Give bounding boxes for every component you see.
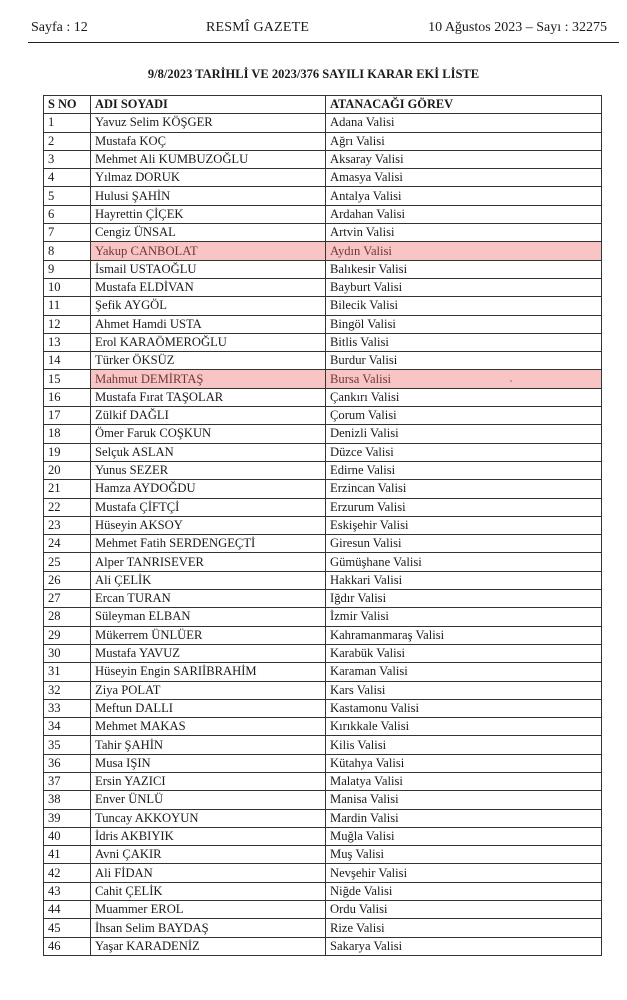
person-name: Muammer EROL	[91, 901, 326, 919]
person-name: Cahit ÇELİK	[91, 882, 326, 900]
row-number: 27	[44, 590, 91, 608]
row-number: 45	[44, 919, 91, 937]
person-name: Ali FİDAN	[91, 864, 326, 882]
table-row	[44, 516, 602, 534]
assigned-post: Ardahan Valisi	[326, 205, 602, 223]
person-name: Yunus SEZER	[91, 461, 326, 479]
page-header	[0, 0, 627, 44]
assigned-post: Kastamonu Valisi	[326, 699, 602, 717]
table-row	[44, 333, 602, 351]
table-row	[44, 260, 602, 278]
row-number: 43	[44, 882, 91, 900]
person-name: Hulusi ŞAHİN	[91, 187, 326, 205]
row-number: 31	[44, 663, 91, 681]
assigned-post: Mardin Valisi	[326, 809, 602, 827]
table-row	[44, 187, 602, 205]
assigned-post: Edirne Valisi	[326, 461, 602, 479]
person-name: Mustafa ELDİVAN	[91, 278, 326, 296]
person-name: Ömer Faruk COŞKUN	[91, 425, 326, 443]
assigned-post: Kütahya Valisi	[326, 754, 602, 772]
table-row	[44, 754, 602, 772]
person-name: Yaşar KARADENİZ	[91, 937, 326, 955]
row-number: 10	[44, 278, 91, 296]
row-number: 6	[44, 205, 91, 223]
assigned-post: Adana Valisi	[326, 114, 602, 132]
person-name: Mustafa Fırat TAŞOLAR	[91, 388, 326, 406]
table-row	[44, 461, 602, 479]
row-number: 5	[44, 187, 91, 205]
gazette-name: RESMÎ GAZETE	[206, 20, 310, 35]
table-row	[44, 864, 602, 882]
row-number: 15	[44, 370, 91, 388]
assigned-post: Amasya Valisi	[326, 169, 602, 187]
person-name: Cengiz ÜNSAL	[91, 224, 326, 242]
row-number: 19	[44, 443, 91, 461]
row-number: 38	[44, 791, 91, 809]
person-name: Hüseyin Engin SARIİBRAHİM	[91, 663, 326, 681]
person-name: Hüseyin AKSOY	[91, 516, 326, 534]
table-row	[44, 681, 602, 699]
table-row	[44, 498, 602, 516]
assigned-post: Erzurum Valisi	[326, 498, 602, 516]
table-row	[44, 278, 602, 296]
person-name: Mustafa YAVUZ	[91, 644, 326, 662]
table-row	[44, 535, 602, 553]
table-row	[44, 608, 602, 626]
table-row	[44, 882, 602, 900]
assigned-post: Erzincan Valisi	[326, 480, 602, 498]
assigned-post: Bayburt Valisi	[326, 278, 602, 296]
person-name: Yılmaz DORUK	[91, 169, 326, 187]
row-number: 8	[44, 242, 91, 260]
row-number: 1	[44, 114, 91, 132]
person-name: Türker ÖKSÜZ	[91, 352, 326, 370]
page-number: Sayfa : 12	[31, 20, 88, 35]
row-number: 11	[44, 297, 91, 315]
person-name: Meftun DALLI	[91, 699, 326, 717]
assigned-post: Kahramanmaraş Valisi	[326, 626, 602, 644]
row-number: 9	[44, 260, 91, 278]
document-title: 9/8/2023 TARİHLİ VE 2023/376 SAYILI KARAR EKİ LİSTE	[147, 67, 480, 81]
column-header-no: S NO	[44, 96, 91, 114]
table-row	[44, 827, 602, 845]
table-row	[44, 571, 602, 589]
person-name: Hamza AYDOĞDU	[91, 480, 326, 498]
assigned-post: Bingöl Valisi	[326, 315, 602, 333]
assigned-post: Denizli Valisi	[326, 425, 602, 443]
assigned-post: Karabük Valisi	[326, 644, 602, 662]
assigned-post: Giresun Valisi	[326, 535, 602, 553]
table-row	[44, 443, 602, 461]
person-name: Enver ÜNLÜ	[91, 791, 326, 809]
row-number: 23	[44, 516, 91, 534]
table-row	[44, 150, 602, 168]
assigned-post: Muş Valisi	[326, 846, 602, 864]
person-name: İdris AKBIYIK	[91, 827, 326, 845]
row-number: 17	[44, 407, 91, 425]
table-row	[44, 132, 602, 150]
row-number: 41	[44, 846, 91, 864]
table-row	[44, 699, 602, 717]
row-number: 4	[44, 169, 91, 187]
assigned-post: Antalya Valisi	[326, 187, 602, 205]
row-number: 26	[44, 571, 91, 589]
table-row	[44, 809, 602, 827]
assigned-post: Iğdır Valisi	[326, 590, 602, 608]
assigned-post: Kilis Valisi	[326, 736, 602, 754]
person-name: Mehmet Ali KUMBUZOĞLU	[91, 150, 326, 168]
row-number: 25	[44, 553, 91, 571]
pen-mark	[510, 380, 512, 382]
person-name: Mustafa ÇİFTÇİ	[91, 498, 326, 516]
table-row	[44, 644, 602, 662]
assigned-post: Niğde Valisi	[326, 882, 602, 900]
row-number: 40	[44, 827, 91, 845]
row-number: 44	[44, 901, 91, 919]
assigned-post: Balıkesir Valisi	[326, 260, 602, 278]
row-number: 13	[44, 333, 91, 351]
assigned-post: Aydın Valisi	[326, 242, 602, 260]
table-row	[44, 114, 602, 132]
row-number: 32	[44, 681, 91, 699]
assigned-post: Bilecik Valisi	[326, 297, 602, 315]
table-row	[44, 663, 602, 681]
assigned-post: İzmir Valisi	[326, 608, 602, 626]
assigned-post: Hakkari Valisi	[326, 571, 602, 589]
row-number: 7	[44, 224, 91, 242]
assigned-post: Ordu Valisi	[326, 901, 602, 919]
row-number: 20	[44, 461, 91, 479]
person-name: Selçuk ASLAN	[91, 443, 326, 461]
row-number: 33	[44, 699, 91, 717]
assigned-post: Malatya Valisi	[326, 772, 602, 790]
assigned-post: Aksaray Valisi	[326, 150, 602, 168]
table-row	[44, 352, 602, 370]
row-number: 14	[44, 352, 91, 370]
table-row	[44, 205, 602, 223]
person-name: İhsan Selim BAYDAŞ	[91, 919, 326, 937]
person-name: Zülkif DAĞLI	[91, 407, 326, 425]
row-number: 30	[44, 644, 91, 662]
table-row	[44, 919, 602, 937]
person-name: İsmail USTAOĞLU	[91, 260, 326, 278]
assigned-post: Çankırı Valisi	[326, 388, 602, 406]
row-number: 36	[44, 754, 91, 772]
person-name: Musa IŞIN	[91, 754, 326, 772]
table-row	[44, 553, 602, 571]
person-name: Erol KARAÖMEROĞLU	[91, 333, 326, 351]
assigned-post: Rize Valisi	[326, 919, 602, 937]
table-row	[44, 791, 602, 809]
person-name: Hayrettin ÇİÇEK	[91, 205, 326, 223]
assigned-post: Ağrı Valisi	[326, 132, 602, 150]
table-row	[44, 388, 602, 406]
row-number: 18	[44, 425, 91, 443]
person-name: Şefik AYGÖL	[91, 297, 326, 315]
table-row	[44, 224, 602, 242]
table-row	[44, 736, 602, 754]
person-name: Ercan TURAN	[91, 590, 326, 608]
person-name: Ersin YAZICI	[91, 772, 326, 790]
person-name: Ahmet Hamdi USTA	[91, 315, 326, 333]
row-number: 29	[44, 626, 91, 644]
issue-date: 10 Ağustos 2023 – Sayı : 32275	[428, 20, 607, 35]
row-number: 42	[44, 864, 91, 882]
table-row	[44, 370, 602, 388]
row-number: 37	[44, 772, 91, 790]
person-name: Ziya POLAT	[91, 681, 326, 699]
table-row	[44, 846, 602, 864]
row-number: 28	[44, 608, 91, 626]
person-name: Mükerrem ÜNLÜER	[91, 626, 326, 644]
person-name: Yakup CANBOLAT	[91, 242, 326, 260]
assigned-post: Burdur Valisi	[326, 352, 602, 370]
person-name: Tahir ŞAHİN	[91, 736, 326, 754]
row-number: 39	[44, 809, 91, 827]
table-row	[44, 590, 602, 608]
table-row	[44, 901, 602, 919]
assigned-post: Kırıkkale Valisi	[326, 718, 602, 736]
row-number: 21	[44, 480, 91, 498]
table-row	[44, 718, 602, 736]
row-number: 35	[44, 736, 91, 754]
assigned-post: Gümüşhane Valisi	[326, 553, 602, 571]
table-row	[44, 315, 602, 333]
table-row	[44, 937, 602, 955]
row-number: 12	[44, 315, 91, 333]
person-name: Alper TANRISEVER	[91, 553, 326, 571]
person-name: Ali ÇELİK	[91, 571, 326, 589]
person-name: Avni ÇAKIR	[91, 846, 326, 864]
column-header-post: ATANACAĞI GÖREV	[326, 96, 602, 114]
table-header-row	[44, 96, 602, 114]
person-name: Mahmut DEMİRTAŞ	[91, 370, 326, 388]
table-row	[44, 772, 602, 790]
table-row	[44, 297, 602, 315]
assigned-post: Manisa Valisi	[326, 791, 602, 809]
table-row	[44, 407, 602, 425]
table-row	[44, 242, 602, 260]
appointment-table	[43, 95, 602, 956]
table-row	[44, 626, 602, 644]
row-number: 46	[44, 937, 91, 955]
person-name: Mehmet MAKAS	[91, 718, 326, 736]
row-number: 24	[44, 535, 91, 553]
table-row	[44, 169, 602, 187]
row-number: 3	[44, 150, 91, 168]
row-number: 22	[44, 498, 91, 516]
assigned-post: Sakarya Valisi	[326, 937, 602, 955]
assigned-post: Bursa Valisi	[326, 370, 602, 388]
assigned-post: Karaman Valisi	[326, 663, 602, 681]
row-number: 2	[44, 132, 91, 150]
row-number: 16	[44, 388, 91, 406]
person-name: Mehmet Fatih SERDENGEÇTİ	[91, 535, 326, 553]
assigned-post: Bitlis Valisi	[326, 333, 602, 351]
row-number: 34	[44, 718, 91, 736]
person-name: Süleyman ELBAN	[91, 608, 326, 626]
table-row	[44, 425, 602, 443]
header-divider	[28, 42, 619, 43]
person-name: Mustafa KOÇ	[91, 132, 326, 150]
person-name: Tuncay AKKOYUN	[91, 809, 326, 827]
table-row	[44, 480, 602, 498]
assigned-post: Artvin Valisi	[326, 224, 602, 242]
assigned-post: Çorum Valisi	[326, 407, 602, 425]
assigned-post: Nevşehir Valisi	[326, 864, 602, 882]
assigned-post: Düzce Valisi	[326, 443, 602, 461]
person-name: Yavuz Selim KÖŞGER	[91, 114, 326, 132]
assigned-post: Kars Valisi	[326, 681, 602, 699]
column-header-name: ADI SOYADI	[91, 96, 326, 114]
assigned-post: Muğla Valisi	[326, 827, 602, 845]
assigned-post: Eskişehir Valisi	[326, 516, 602, 534]
